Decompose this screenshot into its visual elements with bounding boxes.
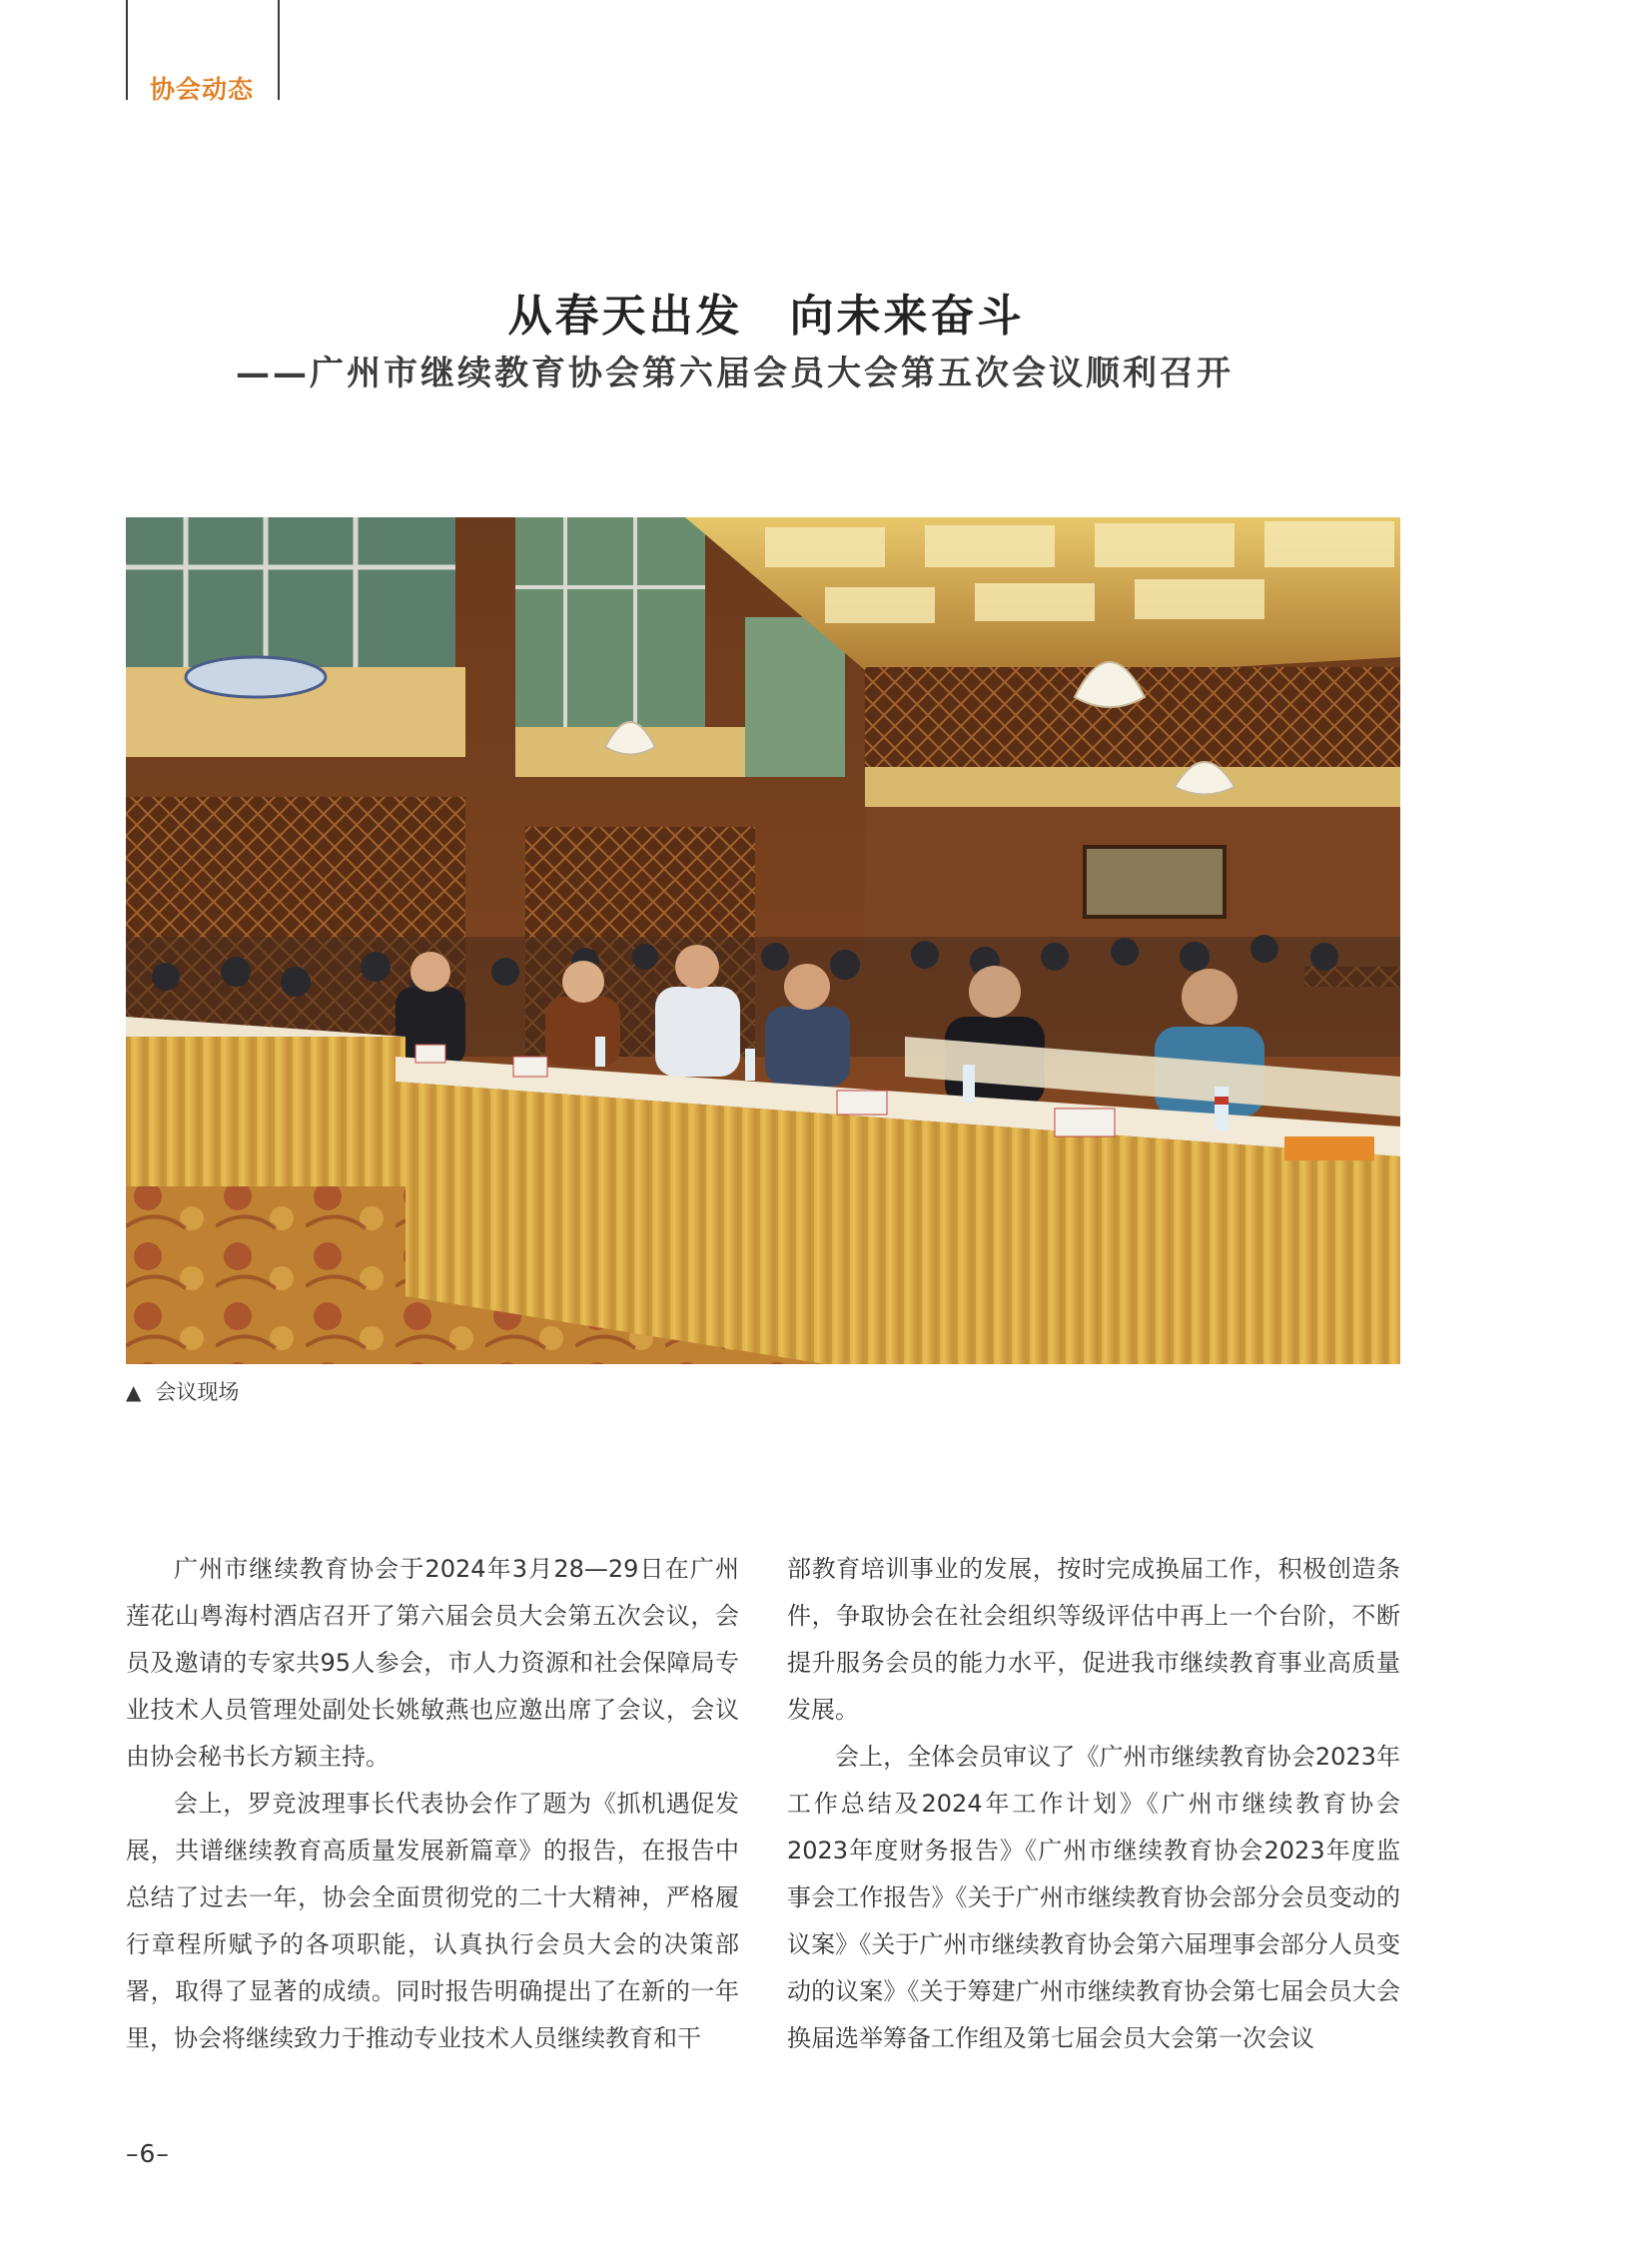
- triangle-up-icon: ▲: [126, 1380, 142, 1404]
- body-left-column: [126, 1546, 739, 2062]
- meeting-photo: [126, 517, 1400, 1364]
- section-label: 协会动态: [150, 75, 255, 104]
- photo-caption: [126, 1376, 239, 1406]
- page-number: –6–: [126, 2139, 170, 2168]
- paragraph-continuation: 部教育培训事业的发展，按时完成换届工作，积极创造条件，争取协会在社会组织等级评估中再上一个台阶，不断提升服务会员的能力水平，促进我市继续教育事业高质量发展。: [787, 1555, 1400, 1724]
- paragraph: 会上，罗竞波理事长代表协会作了题为《抓机遇促发展，共谱继续教育高质量发展新篇章》的报告，在报告中总结了过去一年，协会全面贯彻党的二十大精神，严格履行章程所赋予的各项职能，认真执行会员大会的决策部署，取得了显著的成绩。同时报告明确提出了在新的一年里，协会将继续致力于推动专业技术人员继续教育和干: [126, 1790, 739, 2052]
- caption-text: 会议现场: [155, 1380, 240, 1404]
- paragraph: 广州市继续教育协会于2024年3月28—29日在广州莲花山粤海村酒店召开了第六届会员大会第五次会议，会员及邀请的专家共95人参会，市人力资源和社会保障局专业技术人员管理处副处长姚敏燕也应邀出席了会议，会议由协会秘书长方颖主持。: [126, 1555, 739, 1771]
- body-right-column: [787, 1546, 1400, 2062]
- article-title: 从春天出发 向未来奋斗: [507, 291, 1025, 342]
- paragraph: 会上，全体会员审议了《广州市继续教育协会2023年工作总结及2024年工作计划》《广州市继续教育协会2023年度财务报告》《广州市继续教育协会2023年度监事会工作报告》《关于广州市继续教育协会部分会员变动的议案》《关于广州市继续教育协会第六届理事会部分人员变动的议案》《关于筹建广州市继续教育协会第七届会员大会换届选举筹备工作组及第七届会员大会第一次会议: [787, 1743, 1400, 2052]
- article-subtitle: ——广州市继续教育协会第六届会员大会第五次会议顺利召开: [236, 354, 1234, 393]
